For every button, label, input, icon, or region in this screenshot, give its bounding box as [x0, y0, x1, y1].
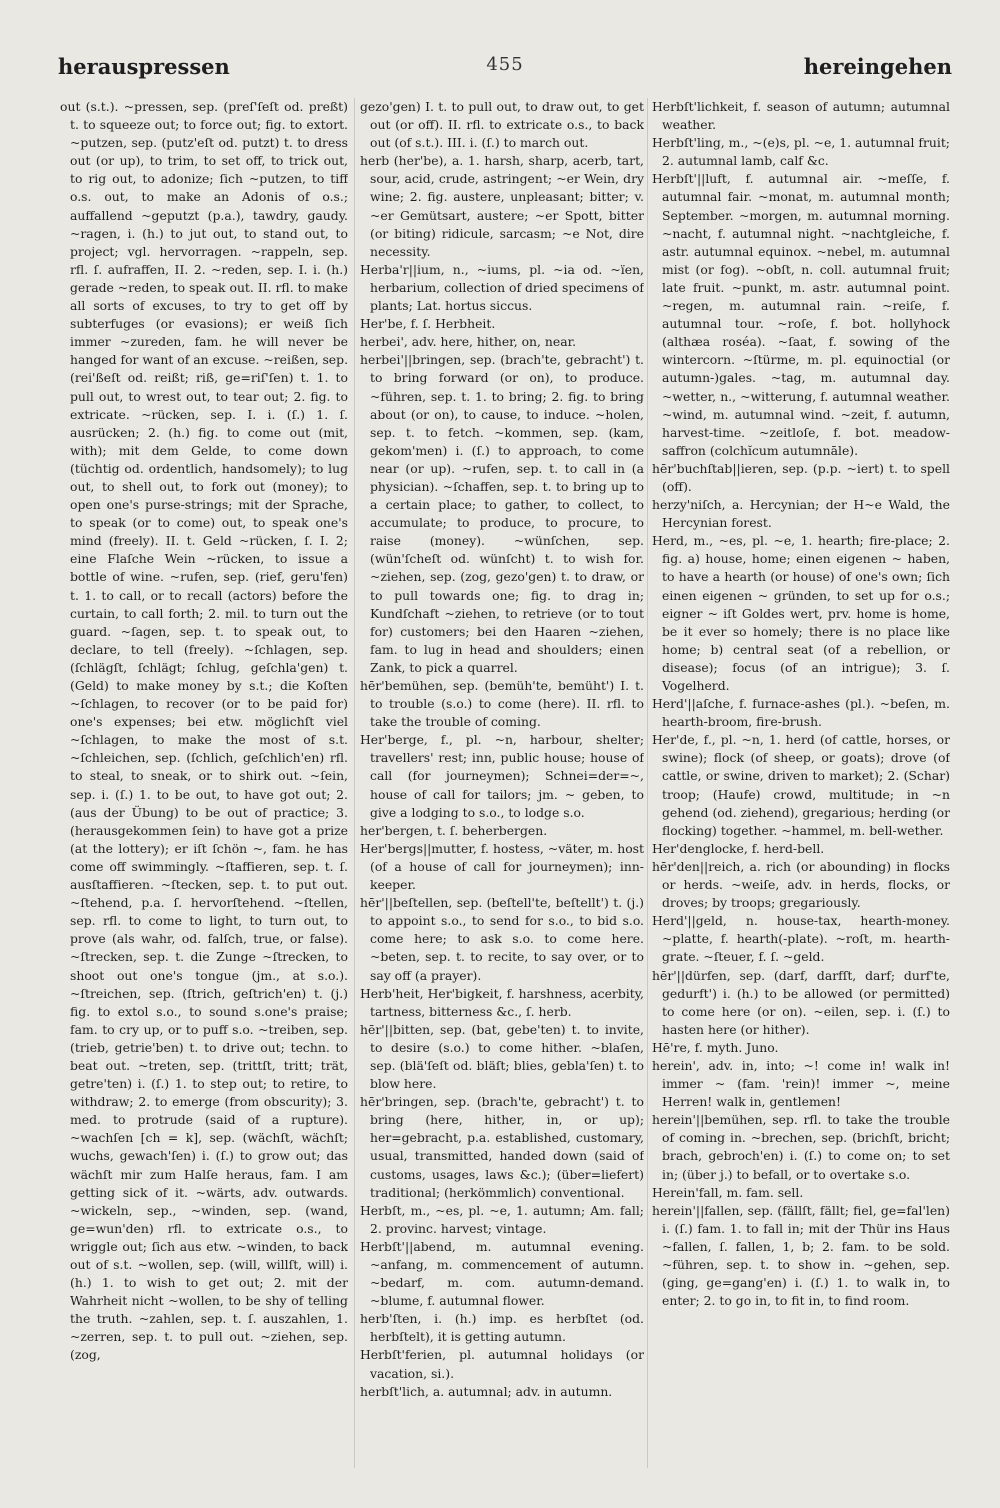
dictionary-entry: herein'||bemühen, sep. rfl. to take the trouble of coming in. ~brechen, sep. (brichſt, bricht; brach, gebroch'en) i. (ſ.) to come on; to set in; (über j.) to befall, or to overtake s.o. [652, 1112, 950, 1182]
dictionary-entry: Herd'||geld, n. house-tax, hearth-money. ~platte, f. hearth(-plate). ~roſt, m. hearth-grate. ~ſteuer, f. ſ. ~geld. [652, 913, 950, 965]
dictionary-entry: Her'berge, f., pl. ~n, harbour, shelter; travellers' rest; inn, public house; house of call (for journeymen); Schnei=der=~, house of call for tailors; jm. ~ geben, to give a lodging to s.o., to lodge s.o. [360, 732, 644, 820]
dictionary-entry: Herbſt'||abend, m. autumnal evening. ~anfang, m. commencement of autumn. ~bedarf, m. com. autumn-demand. ~blume, f. autumnal flower. [360, 1238, 644, 1309]
dictionary-entry: gezo'gen) I. t. to pull out, to draw out, to get out (or off). II. rfl. to extricate o.s., to back out (of s.t.). III. i. (ſ.) to march out. [360, 99, 644, 151]
column-divider [354, 98, 355, 1468]
dictionary-entry: Herein'fall, m. fam. sell. [652, 1184, 804, 1200]
dictionary-entry: herbei', adv. here, hither, on, near. [360, 334, 577, 350]
dictionary-entry: Her'de, f., pl. ~n, 1. herd (of cattle, horses, or swine); flock (of sheep, or goats); drove (of cattle, or swine, driven to market); 2. (Schar) troop; (Haufe) crowd, multitude; in ~n gehend (od. ziehend), gregarious; herding (or flocking) together. ~hammel, m. bell-wether. [652, 732, 950, 838]
dictionary-entry: herb (her'be), a. 1. harsh, sharp, acerb, tart, sour, acid, crude, astringent; ~er Wein, dry wine; 2. fig. austere, unpleasant; bitter; v. ~er Gemütsart, austere; ~er Spott, bitter (or biting) ridicule, sarcasm; ~e Not, dire necessity. [360, 153, 644, 259]
dictionary-entry: herb'ſten, i. (h.) imp. es herbſtet (od. herbſtelt), it is getting autumn. [360, 1311, 644, 1345]
dictionary-entry: Herd, m., ~es, pl. ~e, 1. hearth; fire-place; 2. fig. a) house, home; einen eigenen ~ haben, to have a hearth (or house) of one's own; ſich einen eigenen ~ gründen, to set up for o.s.; eigner ~ iſt Goldes wert, prv. home is home, be it ever so homely; there is no place like home; b) central seat (of a rebellion, or disease); focus (of an intrigue); 3. ſ. Vogelherd. [652, 533, 950, 693]
dictionary-entry: hēr'||beſtellen, sep. (beſtell'te, beſtellt') t. (j.) to appoint s.o., to send for s.o., to bid s.o. come here; to ask s.o. to come here. ~beten, sep. t. to recite, to say over, or to say off (a prayer). [360, 895, 644, 983]
dictionary-entry: her'bergen, t. ſ. beherbergen. [360, 822, 548, 838]
header-right-guide-word: hereingehen [803, 54, 952, 79]
dictionary-entry: Her'bergs||mutter, f. hostess, ~väter, m. host (of a house of call for journeymen); inn-keeper. [360, 840, 644, 893]
header-left-guide-word: herauspressen [58, 54, 230, 79]
dictionary-entry: Herbſt'||luft, f. autumnal air. ~meſſe, f. autumnal fair. ~monat, m. autumnal month; September. ~morgen, m. autumnal morning. ~nacht, f. autumnal night. ~nachtgleiche, f. astr. autumnal equinox. ~nebel, m. autumnal mist (or fog). ~obſt, n. coll. autumnal fruit; late fruit. ~punkt, m. astr. autumnal point. ~regen, m. autumnal rain. ~reiſe, f. autumnal tour. ~roſe, f. bot. hollyhock (althæa roséa). ~ſaat, f. sowing of the wintercorn. ~ſtürme, m. pl. equinoctial (or autumn-)gales. ~tag, m. autumnal day. ~wetter, n., ~witterung, f. autumnal weather. ~wind, m. autumnal wind. ~zeit, f. autumn, harvest-time. ~zeitloſe, f. bot. meadow-saffron (colchĭcum autumnāle). [652, 171, 950, 458]
column-3 [652, 98, 950, 1468]
dictionary-entry: herzy'niſch, a. Hercynian; der H~e Wald, the Hercynian forest. [652, 497, 950, 531]
dictionary-entry: hēr'bringen, sep. (brach'te, gebracht') t. to bring (here, hither, in, or up); her=gebracht, p.a. established, customary, usual, transmitted, handed down (said of customs, usages, laws &c.); (über=liefert) traditional; (herkömmlich) conventional. [360, 1094, 644, 1200]
dictionary-entry: out (s.t.). ~pressen, sep. (preſ'ſeſt od. preßt) t. to squeeze out; to force out; fig. to extort. ~putzen, sep. (putz'eſt od. putzt) t. to dress out (or up), to trim, to set off, to trick out, to rig out, to adonize; ſich ~putzen, to tiff o.s. out, to make an Adonis of o.s.; auffallend ~geputzt (p.a.), tawdry, gaudy. ~ragen, i. (h.) to jut out, to stand out, to project; vgl. hervorragen. ~rappeln, sep. rfl. ſ. aufraffen, II. 2. ~reden, sep. I. i. (h.) gerade ~reden, to speak out. II. rfl. to make all sorts of excuses, to try to get off by subterfuges (or evasions); er weiß ſich immer ~zureden, fam. he will never be hanged for want of an excuse. ~reißen, sep. (rei'ßeſt od. reißt; riß, ge=riſ'ſen) t. 1. to pull out, to wrest out, to tear out; 2. fig. to extricate. ~rücken, sep. I. i. (ſ.) 1. ſ. ausrücken; 2. (h.) fig. to come out (mit, with); mit dem Gelde, to come down (tüchtig od. ordentlich, handsomely); to lug out, to shell out, to fork out (money); to open one's purse-strings; mit der Sprache, to speak (or to come) out, to speak one's mind (freely). II. t. Geld ~rücken, ſ. I. 2; eine Flaſche Wein ~rücken, to issue a bottle of wine. ~rufen, sep. (rief, geru'fen) t. 1. to call, or to recall (actors) before the curtain, to call forth; 2. mil. to turn out the guard. ~ſagen, sep. t. to speak out, to declare, to tell (freely). ~ſchlagen, sep. (ſchlägſt, ſchlägt; ſchlug, geſchla'gen) t. (Geld) to make money by s.t.; die Koſten ~ſchlagen, to recover (or to be paid for) one's expenses; bei etw. möglichſt viel ~ſchlagen, to make the most of s.t. ~ſchleichen, sep. (ſchlich, geſchlich'en) rfl. to steal, to sneak, or to shirk out. ~ſein, sep. i. (ſ.) 1. to be out, to have got out; 2. (aus der Übung) to be out of practice; 3. (herausgekommen ſein) to have got a prize (at the lottery); er iſt ſchön ~, fam. he has come off swimmingly. ~ſtaffieren, sep. t. ſ. ausſtaffieren. ~ſtecken, sep. t. to put out. ~ſtehend, p.a. ſ. hervorſtehend. ~ſtellen, sep. rfl. to come to light, to turn out, to prove (als wahr, od. falſch, true, or false). ~ſtrecken, sep. t. die Zunge ~ſtrecken, to shoot out one's tongue (jm., at s.o.). ~ſtreichen, sep. (ſtrich, geſtrich'en) t. (j.) fig. to extol s.o., to sound s.one's praise; fam. to cry up, or to puff s.o. ~treiben, sep. (trieb, getrie'ben) t. to drive out; techn. to beat out. ~treten, sep. (trittſt, tritt; trät, getre'ten) i. (ſ.) 1. to step out; to retire, to withdraw; 2. to emerge (from obscurity); 3. med. to protrude (said of a rupture). ~wachſen [ch = k], sep. (wächſt, wächſt; wuchs, gewach'ſen) i. (ſ.) to grow out; das wächſt mir zum Halſe heraus, fam. I am getting sick of it. ~wärts, adv. outwards. ~wickeln, sep., ~winden, sep. (wand, ge=wun'den) rfl. to extricate o.s., to wriggle out; ſich aus etw. ~winden, to back out of s.t. ~wollen, sep. (will, willſt, will) i. (h.) 1. to wish to get out; 2. mit der Wahrheit nicht ~wollen, to be shy of telling the truth. ~zahlen, sep. t. ſ. auszahlen, 1. ~zerren, sep. t. to pull out. ~ziehen, sep. (zog, [60, 99, 348, 1363]
dictionary-entry: Herd'||aſche, f. furnace-ashes (pl.). ~beſen, m. hearth-broom, fire-brush. [652, 696, 950, 730]
column-divider [647, 98, 648, 1468]
column-2 [360, 98, 644, 1468]
dictionary-entry: Herba'r||ium, n., ~iums, pl. ~ia od. ~ïen, herbarium, collection of dried specimens of plants; Lat. hortus siccus. [360, 261, 644, 314]
dictionary-entry: hēr'bemühen, sep. (bemüh'te, bemüht') I. t. to trouble (s.o.) to come (here). II. rfl. to take the trouble of coming. [360, 678, 644, 730]
dictionary-entry: Hē're, f. myth. Juno. [652, 1039, 779, 1055]
dictionary-entry: hēr'buchſtab||ieren, sep. (p.p. ~iert) t. to spell (off). [652, 460, 950, 494]
dictionary-entry: hēr'den||reich, a. rich (or abounding) in flocks or herds. ~weiſe, adv. in herds, flocks, or droves; by troops; gregariously. [652, 858, 950, 911]
dictionary-entry: Her'denglocke, f. herd-bell. [652, 840, 825, 856]
dictionary-entry: Herbſt, m., ~es, pl. ~e, 1. autumn; Am. fall; 2. provinc. harvest; vintage. [360, 1202, 644, 1236]
dictionary-entry: Herbſt'lichkeit, f. season of autumn; autumnal weather. [652, 99, 950, 133]
dictionary-entry: Herb'heit, Her'bigkeit, f. harshness, acerbity, tartness, bitterness &c., ſ. herb. [360, 985, 644, 1019]
column-1 [60, 98, 348, 1468]
dictionary-entry: hēr'||dürfen, sep. (darf, darfſt, darf; durf'te, gedurft') i. (h.) to be allowed (or permitted) to come here (or on). ~eilen, sep. i. (ſ.) to hasten here (or hither). [652, 967, 950, 1037]
dictionary-entry: herein', adv. in, into; ~! come in! walk in! immer ~ (fam. 'rein)! immer ~, meine Herren! walk in, gentlemen! [652, 1057, 950, 1110]
dictionary-entry: Her'be, f. ſ. Herbheit. [360, 316, 496, 332]
page-header [58, 50, 952, 94]
page-number: 455 [486, 54, 524, 75]
dictionary-entry: herbſt'lich, a. autumnal; adv. in autumn. [360, 1383, 613, 1399]
dictionary-entry: Herbſt'ferien, pl. autumnal holidays (or vacation, si.). [360, 1347, 644, 1381]
dictionary-entry: hēr'||bitten, sep. (bat, gebe'ten) t. to invite, to desire (s.o.) to come hither. ~blaſen, sep. (blä'ſeſt od. bläſt; blies, gebla'ſen) t. to blow here. [360, 1021, 644, 1092]
dictionary-entry: herein'||fallen, sep. (fällſt, fällt; fiel, ge=fal'len) i. (ſ.) fam. 1. to fall in; mit der Thür ins Haus ~fallen, ſ. fallen, 1, b; 2. fam. to be sold. ~führen, sep. t. to show in. ~gehen, sep. (ging, ge=gang'en) i. (ſ.) 1. to walk in, to enter; 2. to go in, to fit in, to find room. [652, 1202, 950, 1309]
dictionary-entry: herbei'||bringen, sep. (brach'te, gebracht') t. to bring forward (or on), to produce. ~führen, sep. t. 1. to bring; 2. fig. to bring about (or on), to cause, to induce. ~holen, sep. t. to fetch. ~kommen, sep. (kam, gekom'men) i. (ſ.) to approach, to come near (or up). ~rufen, sep. t. to call in (a physician). ~ſchaffen, sep. t. to bring up to a certain place; to gather, to collect, to accumulate; to produce, to procure, to raise (money). ~wünſchen, sep. (wün'ſcheſt od. wünſcht) t. to wish for. ~ziehen, sep. (zog, gezo'gen) t. to draw, or to pull towards one; fig. to drag in; Kundſchaft ~ziehen, to retrieve (or to tout for) customers; bei den Haaren ~ziehen, fam. to lug in head and shoulders; einen Zank, to pick a quarrel. [360, 352, 644, 675]
dictionary-entry: Herbſt'ling, m., ~(e)s, pl. ~e, 1. autumnal fruit; 2. autumnal lamb, calf &c. [652, 135, 950, 169]
